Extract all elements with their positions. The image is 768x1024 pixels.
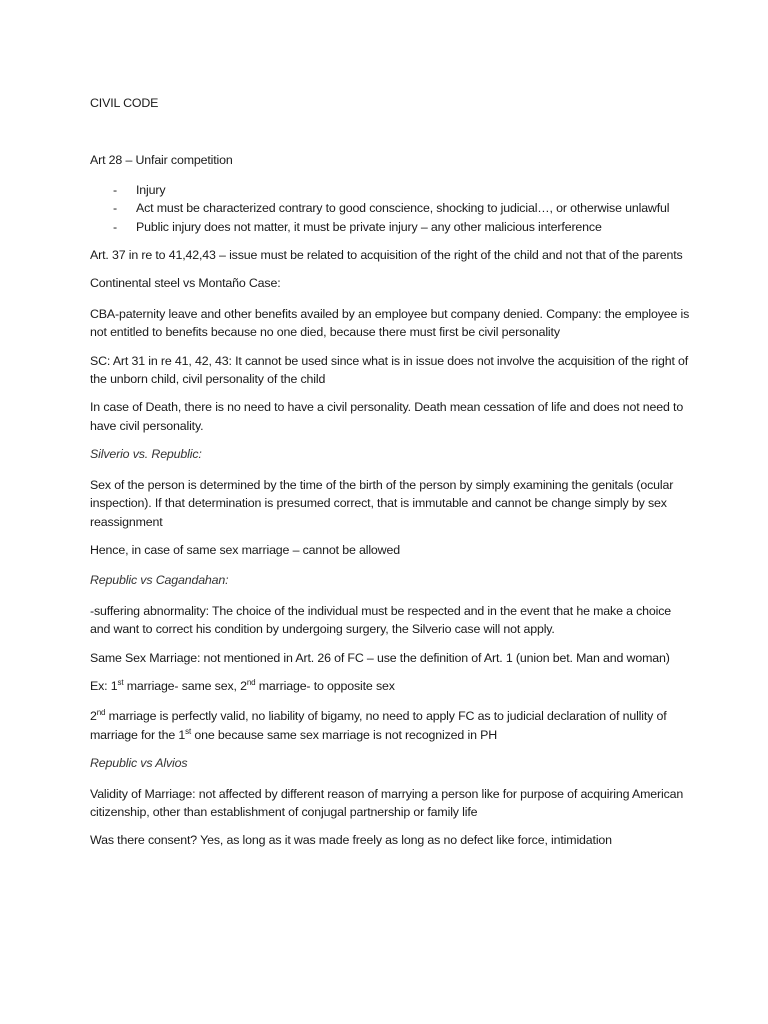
- art28-heading: Art 28 – Unfair competition: [90, 153, 233, 168]
- second-marriage-text: 2: [90, 709, 97, 724]
- list-item-text: Injury: [136, 182, 166, 197]
- ordinal-suffix: st: [117, 677, 124, 687]
- document-title: CIVIL CODE: [90, 96, 159, 110]
- example-paragraph: [90, 677, 690, 695]
- death-paragraph: In case of Death, there is no need to have a civil personality. Death mean cessation of life and does not need to have civil personality.: [90, 400, 684, 433]
- list-item: [90, 218, 690, 236]
- hence-paragraph: Hence, in case of same sex marriage – cannot be allowed: [90, 542, 400, 557]
- ordinal-suffix: st: [185, 726, 192, 736]
- continental-heading: Continental steel vs Montaño Case:: [90, 276, 281, 291]
- list-item-text: Act must be characterized contrary to good conscience, shocking to judicial…, or otherwise unlawful: [136, 201, 670, 216]
- dash-bullet: -: [113, 182, 117, 197]
- ordinal-suffix: nd: [96, 708, 106, 718]
- second-marriage-text: marriage is perfectly valid, no liability of bigamy, no need to apply FC as to judicial declaration of nullity of marriage for the 1: [90, 709, 667, 742]
- same-sex-paragraph: Same Sex Marriage: not mentioned in Art. 26 of FC – use the definition of Art. 1 (union bet. Man and woman): [90, 650, 670, 665]
- ordinal-suffix: nd: [246, 677, 256, 687]
- list-item: [90, 199, 690, 217]
- document-page: [90, 94, 690, 850]
- list-item-text: Public injury does not matter, it must be private injury – any other malicious interference: [136, 219, 602, 234]
- alvios-heading: Republic vs Alvios: [90, 756, 188, 771]
- example-text: Ex: 1: [90, 678, 118, 693]
- cagandahan-heading: Republic vs Cagandahan:: [90, 573, 229, 588]
- suffering-paragraph: -suffering abnormality: The choice of the individual must be respected and in the event that he make a choice and want to correct his condition by undergoing surgery, the Silverio case will not apply.: [90, 603, 672, 637]
- sc-art31-paragraph: SC: Art 31 in re 41, 42, 43: It cannot be used since what is in issue does not involve the acquisition of the right of the unborn child, civil personality of the child: [90, 353, 689, 387]
- validity-paragraph: Validity of Marriage: not affected by different reason of marrying a person like for purpose of acquiring American citizenship, other than establishment of conjugal partnership or family life: [90, 786, 684, 819]
- cba-paragraph: CBA-paternity leave and other benefits availed by an employee but company denied. Company: the employee is not entitled to benefits because no one died, because there must first be civil personality: [90, 306, 690, 340]
- second-marriage-text: one because same sex marriage is not recognized in PH: [191, 727, 498, 742]
- example-text: marriage- to opposite sex: [255, 678, 395, 693]
- second-marriage-paragraph: [90, 707, 690, 744]
- silverio-heading: Silverio vs. Republic:: [90, 447, 202, 462]
- art28-list: [90, 181, 690, 236]
- list-item: [90, 181, 690, 199]
- consent-paragraph: Was there consent? Yes, as long as it was made freely as long as no defect like force, intimidation: [90, 833, 612, 848]
- example-text: marriage- same sex, 2: [123, 678, 247, 693]
- dash-bullet: -: [113, 201, 117, 216]
- art37-paragraph: Art. 37 in re to 41,42,43 – issue must be related to acquisition of the right of the child and not that of the parents: [90, 248, 683, 263]
- dash-bullet: -: [113, 219, 117, 234]
- sex-determined-paragraph: Sex of the person is determined by the time of the birth of the person by simply examining the genitals (ocular inspection). If that determination is presumed correct, that is immutable and cannot be change simply by sex reassignment: [90, 477, 674, 529]
